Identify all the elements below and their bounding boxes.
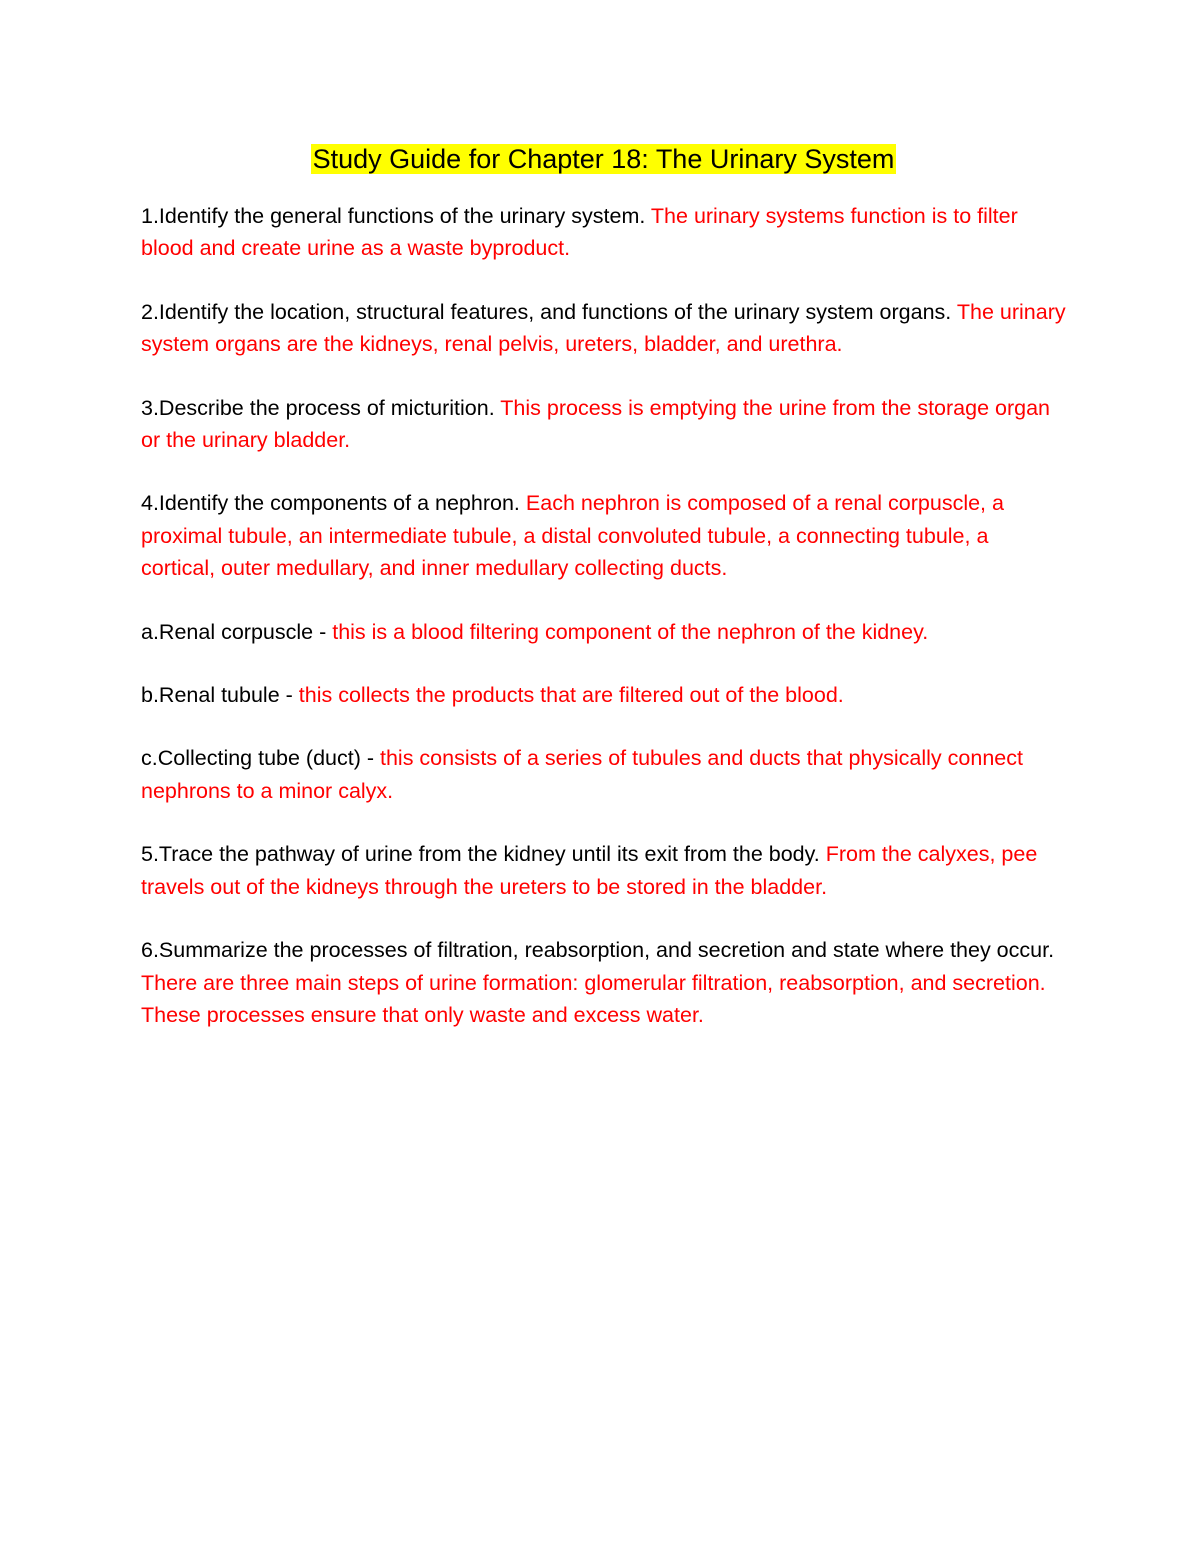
answer-text: From the calyxes, pee travels out of the kidneys through the ureters to be stored in the bladder. bbox=[141, 842, 1038, 899]
question-text: c.Collecting tube (duct) - bbox=[141, 746, 375, 771]
answer-text: This process is emptying the urine from the storage organ or the urinary bladder. bbox=[141, 395, 1051, 453]
study-item-4b bbox=[141, 679, 1066, 711]
answer-text: The urinary systems function is to filter blood and create urine as a waste byproduct. bbox=[141, 204, 1018, 261]
document-title: Study Guide for Chapter 18: The Urinary System bbox=[312, 144, 895, 174]
study-item-4c bbox=[141, 742, 1066, 807]
answer-text: Each nephron is composed of a renal corpuscle, a proximal tubule, an intermediate tubule, a distal convoluted tubule, a connecting tubule, a cortical, outer medullary, and inner medullary collecting ducts. bbox=[141, 491, 1004, 581]
study-item-4 bbox=[141, 487, 1066, 584]
answer-text: this is a blood filtering component of the nephron of the kidney. bbox=[332, 619, 929, 644]
question-text: 3.Describe the process of micturition. bbox=[141, 395, 495, 420]
answer-text: this consists of a series of tubules and ducts that physically connect nephrons to a minor calyx. bbox=[141, 746, 1023, 803]
answer-text: this collects the products that are filtered out of the blood. bbox=[298, 683, 844, 708]
question-text: 2.Identify the location, structural features, and functions of the urinary system organs. bbox=[141, 299, 952, 324]
study-item-6 bbox=[141, 934, 1066, 1031]
study-item-1 bbox=[141, 200, 1066, 265]
study-item-2 bbox=[141, 296, 1066, 361]
question-text: 6.Summarize the processes of filtration, reabsorption, and secretion and state where they occur. bbox=[141, 938, 1055, 963]
question-text: b.Renal tubule - bbox=[141, 683, 293, 708]
question-text: 4.Identify the components of a nephron. bbox=[141, 491, 520, 516]
answer-text: There are three main steps of urine formation: glomerular filtration, reabsorption, and secretion. These processes ensure that only waste and excess water. bbox=[141, 970, 1046, 1027]
study-item-3 bbox=[141, 392, 1066, 457]
study-item-5 bbox=[141, 838, 1066, 903]
title-block bbox=[141, 140, 1066, 178]
answer-text: The urinary system organs are the kidneys, renal pelvis, ureters, bladder, and urethra. bbox=[141, 299, 1066, 357]
document-page bbox=[141, 140, 1066, 1062]
study-item-4a bbox=[141, 616, 1066, 648]
question-text: a.Renal corpuscle - bbox=[141, 619, 327, 644]
question-text: 1.Identify the general functions of the urinary system. bbox=[141, 204, 646, 228]
question-text: 5.Trace the pathway of urine from the kidney until its exit from the body. bbox=[141, 842, 820, 867]
